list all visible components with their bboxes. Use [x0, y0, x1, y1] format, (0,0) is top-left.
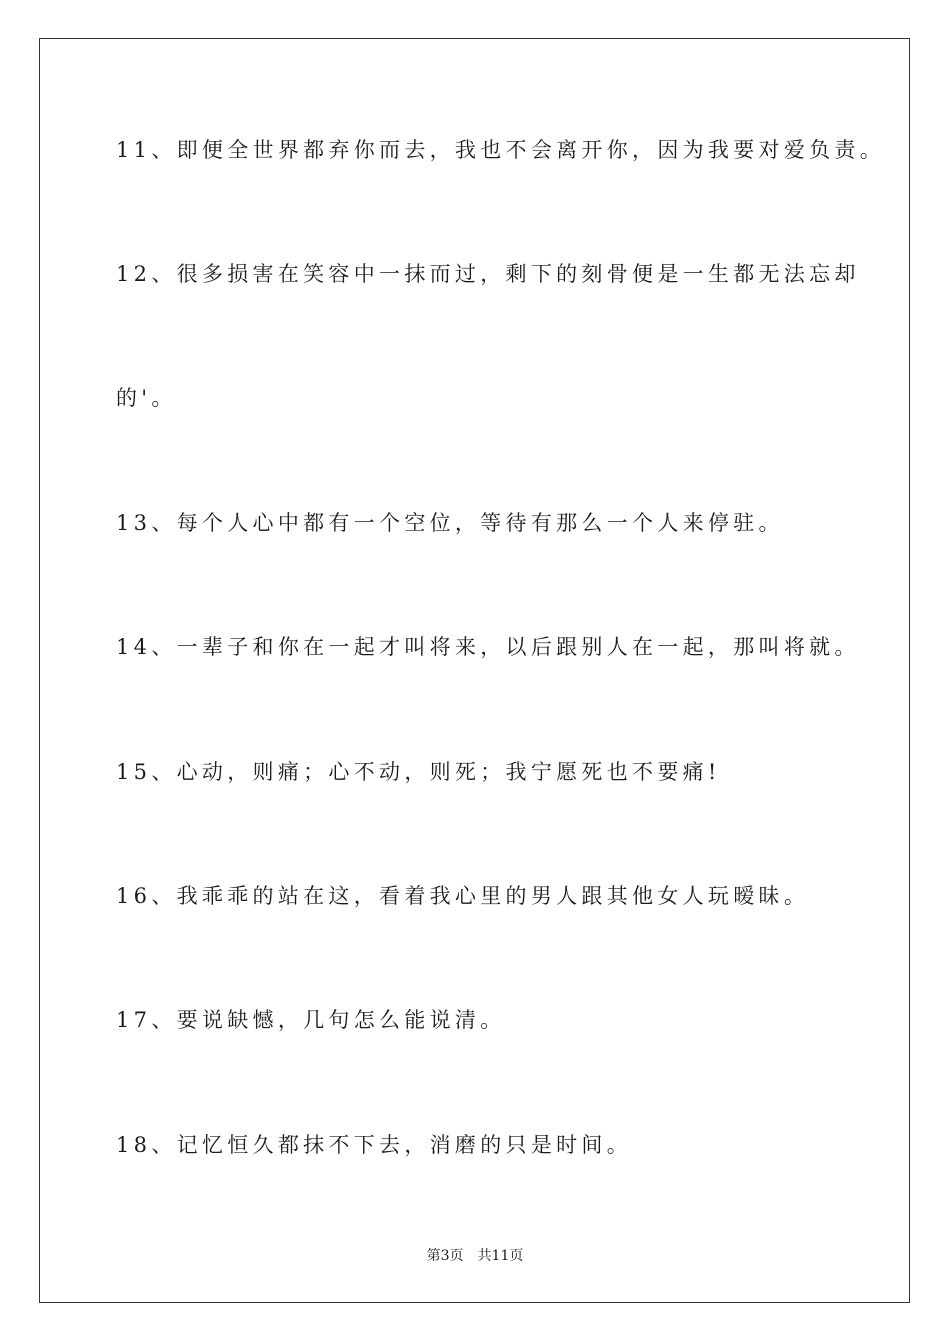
quote-line-14: 14、一辈子和你在一起才叫将来，以后跟别人在一起，那叫将就。 — [116, 635, 860, 659]
quote-line-16: 16、我乖乖的站在这，看着我心里的男人跟其他女人玩暧昧。 — [116, 884, 810, 908]
page-footer — [0, 1246, 950, 1266]
quote-line-17: 17、要说缺憾，几句怎么能说清。 — [116, 1008, 506, 1032]
quote-line-18: 18、记忆恒久都抹不下去，消磨的只是时间。 — [116, 1133, 633, 1157]
quote-line-13: 13、每个人心中都有一个空位，等待有那么一个人来停驻。 — [116, 511, 784, 535]
quote-line-12-continued: 的'。 — [116, 386, 177, 410]
quote-line-11: 11、即便全世界都弃你而去，我也不会离开你，因为我要对爱负责。 — [116, 138, 886, 162]
total-pages: 共11页 — [477, 1248, 524, 1264]
quote-line-15: 15、心动，则痛；心不动，则死；我宁愿死也不要痛! — [116, 760, 721, 784]
page-frame — [39, 38, 910, 1303]
page-number: 第3页 — [426, 1248, 464, 1264]
quote-line-12: 12、很多损害在笑容中一抹而过，剩下的刻骨便是一生都无法忘却 — [116, 262, 860, 286]
